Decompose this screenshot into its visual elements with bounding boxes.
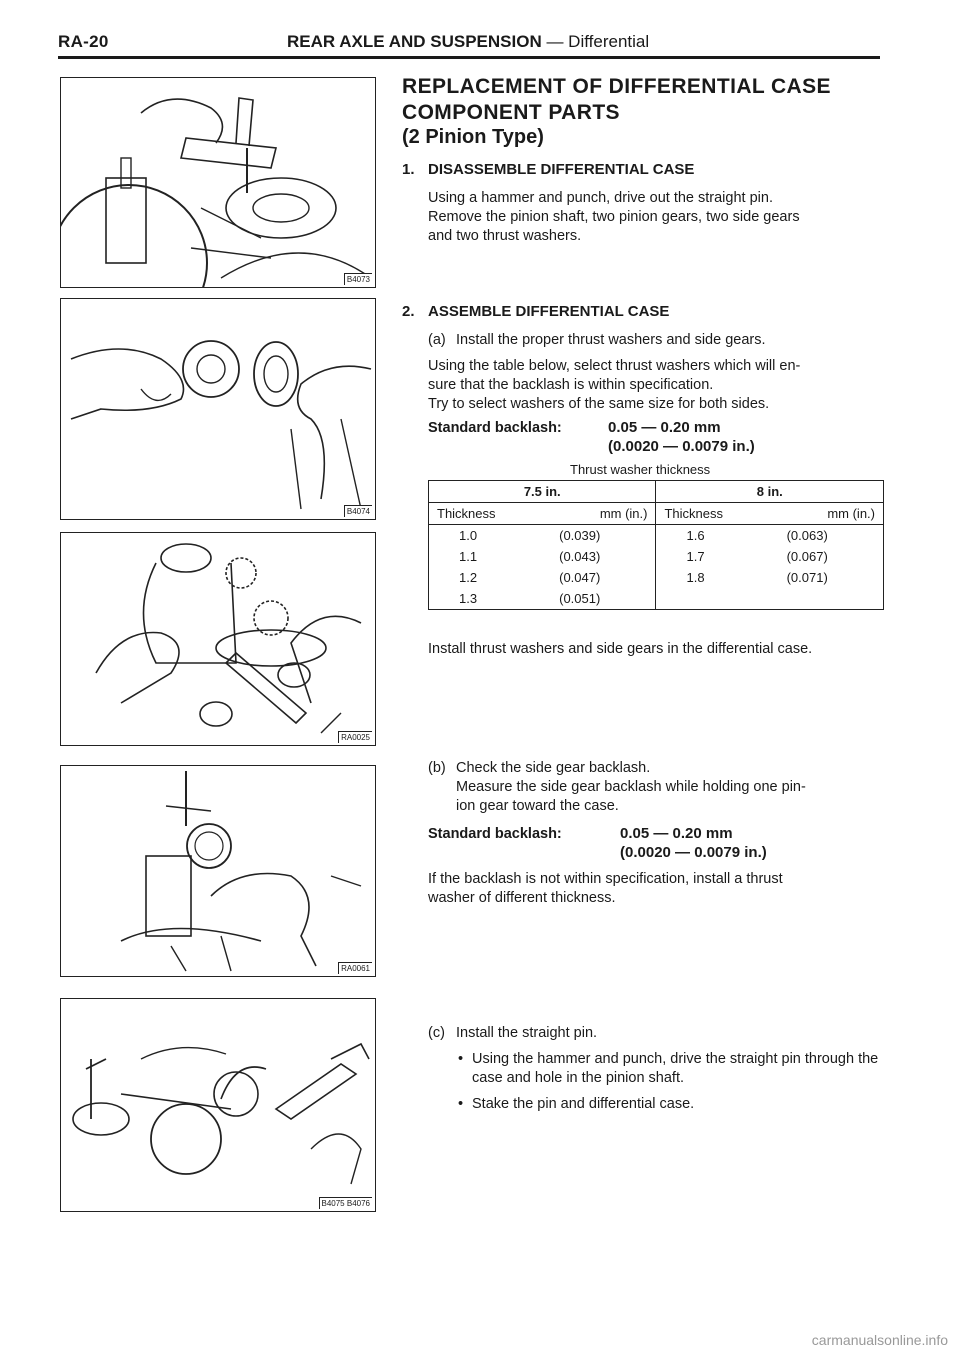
section-subtitle: (2 Pinion Type)	[402, 126, 544, 148]
subsection-name: — Differential	[546, 32, 650, 51]
text-line: Try to select washers of the same size for both sides.	[428, 396, 770, 412]
table-caption: Thrust washer thickness	[570, 462, 711, 477]
table-row	[429, 567, 884, 588]
table-cell: (0.067)	[779, 546, 884, 567]
header-rule	[58, 56, 880, 59]
table-col-header-row	[429, 503, 884, 525]
step-2b-body	[456, 759, 806, 816]
table-cell: 1.0	[429, 525, 552, 547]
figure-code: RA0025	[338, 731, 372, 743]
text-line: sure that the backlash is within specification.	[428, 377, 714, 393]
text-line: Using a hammer and punch, drive out the straight pin.	[428, 190, 773, 206]
table-cell: 1.6	[686, 528, 705, 543]
table-row	[429, 588, 884, 610]
figure-side-gear-install	[60, 298, 376, 520]
text-line: ion gear toward the case.	[456, 798, 619, 814]
install-note: Install thrust washers and side gears in the differential case.	[428, 641, 813, 657]
table-cell: (0.047)	[551, 567, 656, 588]
step-2b-label: (b)	[428, 760, 446, 776]
step-2a-text: Install the proper thrust washers and side gears.	[456, 332, 766, 348]
table-cell: (0.039)	[551, 525, 656, 547]
group-header-8: 8 in.	[656, 481, 884, 503]
side-gear-install-illustration-icon	[61, 299, 375, 519]
col-header: mm (in.)	[551, 503, 656, 525]
step-2-number: 2.	[402, 303, 415, 320]
figure-code: RA0061	[338, 962, 372, 974]
figure-hammer-punch	[60, 77, 376, 288]
dial-indicator-backlash-illustration-icon	[61, 766, 375, 976]
step-1-heading: DISASSEMBLE DIFFERENTIAL CASE	[428, 161, 695, 178]
step-1-number: 1.	[402, 161, 415, 178]
step-2a-body	[428, 357, 800, 414]
stake-pin-illustration-icon	[61, 999, 375, 1211]
col-header: mm (in.)	[779, 503, 884, 525]
step-2c-bullets	[456, 1050, 886, 1121]
text-line: Remove the pinion shaft, two pinion gears, two side gears	[428, 209, 800, 225]
text-line: washer of different thickness.	[428, 890, 616, 906]
table-cell: 1.8	[686, 570, 705, 585]
col-header: Thickness	[429, 503, 552, 525]
figure-code: B4075 B4076	[319, 1197, 373, 1209]
figure-stake-pin	[60, 998, 376, 1212]
page-section	[287, 32, 649, 52]
backlash-label: Standard backlash:	[428, 420, 562, 436]
table-cell: 1.2	[429, 567, 552, 588]
b-note	[428, 870, 783, 908]
list-item: • Using the hammer and punch, drive the straight pin through the case and hole in the pinion shaft.	[456, 1050, 886, 1088]
text-line: If the backlash is not within specification, install a thrust	[428, 871, 783, 887]
section-name: REAR AXLE AND SUSPENSION	[287, 32, 542, 51]
table-cell: (0.051)	[551, 588, 656, 610]
table-cell	[779, 588, 884, 610]
backlash-mm: 0.05 — 0.20 mm	[608, 419, 721, 436]
figure-code: B4073	[344, 273, 372, 285]
step-2c-text: Install the straight pin.	[456, 1025, 598, 1041]
b-backlash-label: Standard backlash:	[428, 826, 562, 842]
text-line: Check the side gear backlash.	[456, 760, 651, 776]
figure-code: B4074	[344, 505, 372, 517]
table-cell	[656, 588, 779, 610]
table-cell: (0.043)	[551, 546, 656, 567]
list-item: • Stake the pin and differential case.	[456, 1095, 886, 1114]
figure-differential-case	[60, 532, 376, 746]
text-line: Using the table below, select thrust washers which will en-	[428, 358, 801, 374]
step-2c-label: (c)	[428, 1025, 445, 1041]
watermark: carmanualsonline.info	[811, 1332, 948, 1348]
b-backlash-in: (0.0020 — 0.0079 in.)	[620, 844, 767, 861]
title-line-1: REPLACEMENT OF DIFFERENTIAL CASE	[402, 75, 831, 98]
page-code: RA-20	[58, 32, 109, 51]
table-row	[429, 546, 884, 567]
text-line: and two thrust washers.	[428, 228, 582, 244]
step-2-heading: ASSEMBLE DIFFERENTIAL CASE	[428, 303, 670, 320]
table-cell: 1.3	[429, 588, 552, 610]
thrust-washer-table	[428, 480, 884, 610]
group-header-7-5: 7.5 in.	[429, 481, 656, 503]
figure-dial-indicator	[60, 765, 376, 977]
table-group-header-row	[429, 481, 884, 503]
title-line-2: COMPONENT PARTS	[402, 101, 620, 124]
step-1-text	[428, 189, 800, 246]
table-cell: 1.1	[429, 546, 552, 567]
text-line: Measure the side gear backlash while holding one pin-	[456, 779, 806, 795]
table-cell: 1.7	[686, 549, 705, 564]
backlash-in: (0.0020 — 0.0079 in.)	[608, 438, 755, 455]
section-title	[402, 74, 831, 126]
differential-case-gears-illustration-icon	[61, 533, 375, 745]
hammer-punch-illustration-icon	[61, 78, 375, 287]
col-header: Thickness	[656, 503, 779, 525]
table-cell: (0.071)	[779, 567, 884, 588]
step-2a-label: (a)	[428, 332, 446, 348]
b-backlash-mm: 0.05 — 0.20 mm	[620, 825, 733, 842]
table-row	[429, 525, 884, 547]
table-cell: (0.063)	[779, 525, 884, 547]
